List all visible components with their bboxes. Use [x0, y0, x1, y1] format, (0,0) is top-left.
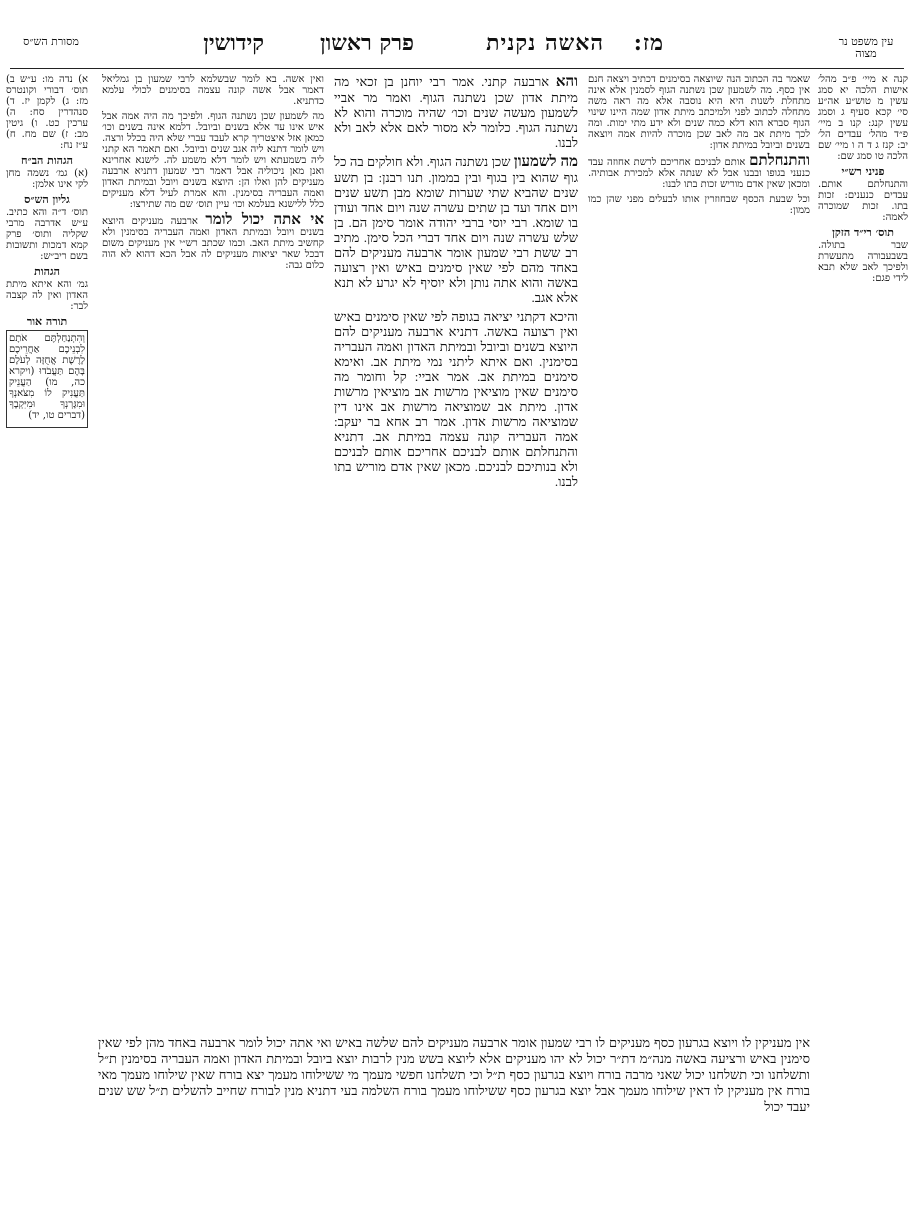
torah-or-box — [6, 330, 88, 428]
haghot-title: הגהות — [34, 265, 60, 278]
daf-number: מז: — [633, 30, 664, 56]
gemara-bottom-block: אין מעניקין לו ויוצא בגרעון כסף מעניקים לו רבי שמעון אומר ארבעה מעניקים להם שלשה באיש ואי אתה יכול לומר ארבעה באחד מהן לפי שאין סימנין באיש ורציעה באשה מנה״מ דת״ר יכול לא יהו מעניקים אלא ליוצא בשש מנין לרבות יוצא ביובל ובמיתת האדון ואמה העבריה בסימנין ת״ל ותשלחנו וכי תשלחנו יכול שאני מרבה בורח ויוצא בגרעון כסף ת״ל וכי תשלחנו חפשי מעמך מי ששילוחו מעמך יצא בורח שאין שילוחו מעמך מאי בורח אין מעניקין לו דאין שילוחו מעמך אבל יוצא בגרעון כסף ששילוחו מעמך בורח השלמה בעי דתניא מנין לבורח שחייב להשלים ת״ל שש שנים יעבד יכול — [98, 1035, 810, 1114]
rashi-dibur-text: אותם לבניכם אחריכם לרשת אחוזה עבד כנעני בגופו ובבנו אבל לא שנתה אלא למכירת אבותיה. ומכאן שאין אדם מוריש זכות בתו לבנו: — [588, 157, 810, 190]
tosfot-rid-heading: תוס׳ רי״ד הזקן — [832, 226, 894, 239]
tosafot-text: מה לשמעון שכן נשתנה הגוף. ולפיכך מה היה אמה אבל איש אינו עד אלא בשנים וביובל. דלמא אינה בשנים וכו׳ כמאן אזל איצטריך קרא לעבד עברי שלא היה בכלל ורצה. ויש לומר דתנא ליה אגב שנים וביובל. ואם תאמר הא קתני ליה בשמעתא ויש לומר דלא משמע לה. לישנא אחרינא ואנן מאן ניכוליה אבל דאמר רבי שמעון דתניא ארבעה מעניקים להן ואלו הן: היוצא בשנים ויובל ובמיתת האדון ואמה העבריה בסימנין. והא אמרת לעיל דלא מעניקים כלל ללישנא בעלמא וכו׳ עיין תוס׳ שם מה שתירצו: — [102, 111, 324, 210]
gilyon-hashas-title: גליון הש״ס — [24, 193, 70, 206]
rashi-closing: וכל שבעת הכסף שבחוזרין אותו לבעלים מפני שהן כמו ממון: — [588, 194, 810, 216]
pearls-text: והתנחלתם אותם. עבדים כנענים: זכות בתו. זכות שמוכרה לאמה: — [818, 179, 908, 223]
haghot-habach-text: (א) גמ׳ נשמה מחן לקי אינו אלמן: — [6, 168, 88, 190]
rashi-dibur-block — [588, 151, 810, 190]
torah-or-title: תורה אור — [26, 315, 68, 328]
pearls-heading: פניני רש״י — [841, 165, 885, 178]
chapter-title: האשה נקנית — [486, 30, 604, 56]
gemara-opening-block — [334, 74, 578, 150]
tosafot-column — [102, 74, 324, 1024]
rashi-text: שאמר בה הכתוב הנה שיוצאה בסימנים דכתיב ויצאה חנם אין כסף. מה לשמעון שכן נשתנה הגוף לסמנין אלא אינה מתחלת לשנות היא היא נוסבה אלא מה ראה משה מתחלה לכתוב לפני ולמיכתב מיתת אדון שמה היינו שינוי הגוף סברא הוא דלא כמה שנים ולא ידע מתי ימות. ומה לכך מיתת אב מה לאב שכן מוכרה להיות אמה ויוצאה בשנים וביובל במיתת אדון: — [588, 74, 810, 151]
gemara-continuation: והיכא דקתני יציאה בגופה לפי שאין סימנים באיש ואין רצועה באשה. דתניא ארבעה מעניקים להם היוצא בשנים וביובל ובמיתת האדון ואמה העבריה בסימנין. ואם איתא ליתני נמי מיתת אב. ואימא סימנים במיתת אב. אמר אביי: קל וחומר מה סימנים שאין מוציאין מרשות אב מוציאין מרשות אדון. מיתת אב שמוציאה מרשות אב אינו דין שמוציאה מרשות אדון. אמר רב אחא בר יעקב: אמה העבריה קונה עצמה במיתת אב. דתניא והתנחלתם אותם לבניכם אחריכם אותם לבניכם ולא בנותיכם לבניכם. מכאן שאין אדם מוריש בתו לבנו. — [334, 309, 578, 489]
gemara-column — [334, 74, 578, 1024]
rashi-dibur: והתנחלתם — [749, 151, 810, 169]
gemara-opening-text: ארבעה קתני. אמר רבי יוחנן בן זכאי מה מיתת אדון שכן נשתנה הגוף. ואמר מר אביי לשמעון מעשה שנים וכו׳ שהיה מוכרה והוא לא נשתנה הגוף. כלומר לא מסור לאם אלא לאב ולא לבנו. — [334, 74, 578, 150]
ein-mishpat-column — [818, 74, 908, 634]
tosafot-heading: ואין אשה. בא לומר שבשלמא לרבי שמעון בן גמליאל דאמר אבל אשה קונה עצמה בסימנים לכולי עלמא כדתניא. — [102, 74, 324, 107]
gilyon-hashas-text: תוס׳ ד״ה והא כתיב. ע״ש אדרבה מרבי שקליה ותוס׳ פרק קמא דמכות ותשובות בשם ריב״ש: — [6, 207, 88, 262]
haghot-habach-title: הגהות הב״ח — [21, 154, 73, 167]
page-header — [0, 28, 914, 62]
gemara-dibur-block — [334, 154, 578, 305]
haghot-text: גמ׳ והא איתא מיתת האדון ואין לה קצבה לבר: — [6, 279, 88, 312]
left-margin-column — [6, 74, 88, 1174]
gemara-opening-word: והא — [555, 74, 578, 90]
tosafot-dibur-block — [102, 210, 324, 271]
mesorah-text: א) נדה מו: ע״ש ב) תוס׳ דבורי וקונטרס מז: ג) לקמן יז. ד) סנהדרין סח: ה) ערכין כט. ו) גיטין מב: ז) שם מח. ח) ע״ז נח: — [6, 74, 88, 151]
rashi-column — [588, 74, 810, 934]
tosafot-dibur: אי אתה יכול לומר — [205, 210, 324, 228]
tosfot-rid-text: שבר בתולה. בשבעבורה מתעשרת ולפיכך לאב שלא תבא לידי פגם: — [818, 240, 908, 284]
gemara-dibur-text: שכן נשתנה הגוף. ולא חולקים בה כל גוף שהוא בין בגוף ובין בממון. תנו רבנן: בן תשע שנים שהביא שתי שערות שומא מבן תשע שנים ויום אחד ועד בן שתים עשרה שנה ויום אחד ועודן בו שומא. רבי יוסי ברבי יהודה אומר סימן הם. בן שלש עשרה שנה ויום אחד דברי הכל סימן. מתיב רב ששת רבי שמעון אומר ארבעה מעניקים להם באחד מהם לפי שאין סימנים באיש ואין רצועה באשה והוא אתה נותן ולא יוסיף לא יגרע לא תנא אלא אגב. — [334, 154, 578, 305]
gemara-dibur: מה לשמעון — [513, 154, 578, 170]
header-rule — [10, 68, 904, 69]
torah-or-text: וְהִתְנַחַלְתֶּם אֹתָם לִבְנֵיכֶם אַחֲרֵיכֶם לָרֶשֶׁת אֲחֻזָּה לְעֹלָם בָּהֶם תַּעֲבֹדוּ (ויקרא כה, מו) הַעֲנֵיק תַּעֲנִיק לוֹ מִצֹּאנְךָ וּמִגָּרְנְךָ וּמִיִּקְבֶךָ (דברים טו, יד) — [9, 333, 85, 421]
mesorah-label: מסורת הש״ס — [23, 35, 79, 48]
masechet-title: קידושין — [203, 30, 264, 56]
tosafot-dibur-text: ארבעה מעניקים היוצא בשנים ויובל ובמיתת האדון ואמה העבריה בסימנין ולא קחשיב מיתת האב. וכמו שכתב רש״י אין מעניקים משום דבכל שאר יציאות מעניקים לה אבל הכא דהוא לא הוה כלום גבה: — [102, 216, 324, 271]
ein-mishpat-label: עין משפט נר מצוה — [838, 35, 894, 60]
ein-mishpat-text: קנה א מיי׳ פ״ב מהל׳ אישות הלכה יא סמג עשין מ טוש״ע אה״ע סי׳ קכא סעיף ג וסמג עשין קנג: קנו ב מיי׳ פ״ד מהל׳ עבדים הל׳ יב: קנז ג ד ה ו מיי׳ שם הלכה טו סמג שם: — [818, 74, 908, 162]
perek-label: פרק ראשון — [320, 30, 414, 56]
